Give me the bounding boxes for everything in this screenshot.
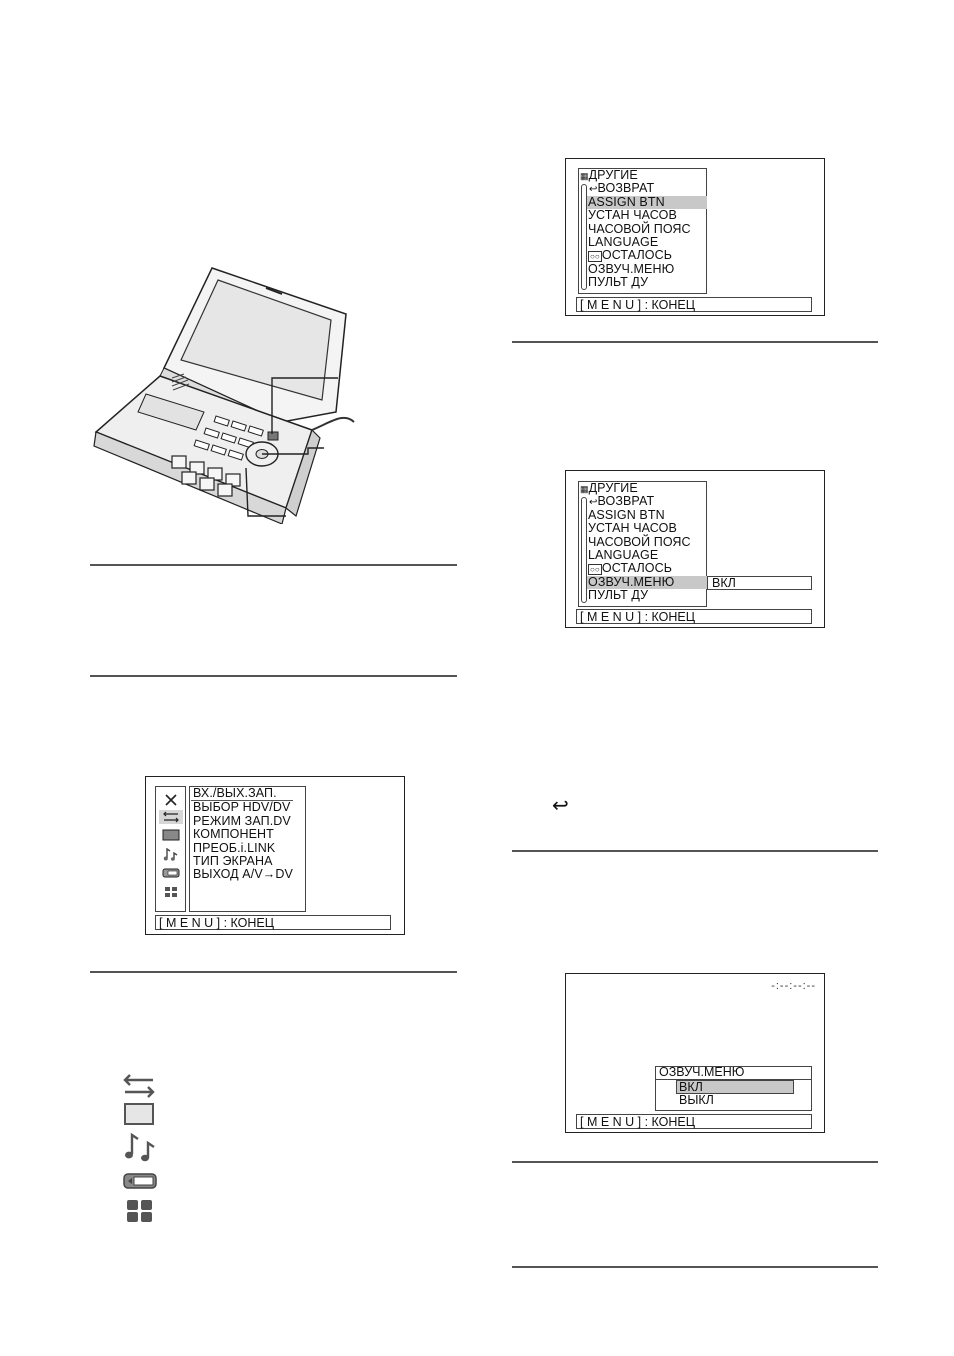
menu-item[interactable]: ↩ВОЗВРАТ: [589, 494, 655, 509]
menu-screen-io: [145, 776, 405, 935]
menu-item[interactable]: ТИП ЭКРАНА: [193, 853, 273, 868]
section-divider: [90, 564, 457, 566]
section-divider: [512, 1266, 878, 1268]
device-illustration: [86, 262, 366, 524]
transfer-arrows-icon: [120, 1074, 158, 1098]
menu-footer: [ M E N U ] : КОНЕЦ: [155, 915, 391, 930]
menu-item[interactable]: ВЫБОР HDV/DV: [193, 800, 291, 815]
menu-item[interactable]: LANGUAGE: [588, 547, 659, 562]
transfer-arrows-icon[interactable]: [159, 810, 183, 824]
menu-list: [579, 482, 707, 603]
menu-footer: [ M E N U ] : КОНЕЦ: [576, 297, 812, 312]
menu-item[interactable]: ASSIGN BTN: [588, 507, 665, 522]
menu-item[interactable]: ПУЛЬТ ДУ: [588, 588, 649, 603]
menu-title: ▦ДРУГИЕ: [580, 481, 638, 495]
return-icon: ↩: [589, 184, 598, 196]
tape-remaining-icon: ○○: [590, 565, 600, 575]
menu-screen-other-setting: [565, 470, 825, 628]
menu-item[interactable]: ○○ ОСТАЛОСЬ: [590, 561, 672, 576]
scissors-icon[interactable]: [159, 793, 183, 807]
menu-item[interactable]: ОЗВУЧ.МЕНЮ: [588, 261, 675, 276]
menu-item[interactable]: ЧАСОВОЙ ПОЯС: [588, 534, 691, 549]
menu-item[interactable]: ПРЕОБ.i.LINK: [193, 840, 276, 855]
menu-footer: [ M E N U ] : КОНЕЦ: [576, 1114, 812, 1129]
menu-item[interactable]: ○○ ОСТАЛОСЬ: [590, 248, 672, 263]
menu-item[interactable]: ВЫХОД A/V→DV: [193, 867, 293, 882]
section-divider: [512, 850, 878, 852]
menu-list: [191, 787, 293, 882]
menu-item[interactable]: ПУЛЬТ ДУ: [588, 275, 649, 290]
section-divider: [512, 341, 878, 343]
menu-item[interactable]: УСТАН ЧАСОВ: [588, 208, 677, 223]
menu-item[interactable]: УСТАН ЧАСОВ: [588, 521, 677, 536]
menu-item[interactable]: LANGUAGE: [588, 234, 659, 249]
grid-icon[interactable]: [159, 885, 183, 899]
setting-value[interactable]: ВКЛ: [707, 576, 812, 590]
menu-screen-other: [565, 158, 825, 316]
return-icon: ↩: [552, 795, 569, 817]
menu-title: ▦ДРУГИЕ: [580, 168, 638, 182]
grid-icon: ▦: [580, 171, 589, 181]
menu-icon-column: [155, 786, 186, 912]
music-notes-icon: [122, 1132, 158, 1162]
tape-icon: [122, 1170, 158, 1192]
menu-footer: [ M E N U ] : КОНЕЦ: [576, 609, 812, 624]
grid-icon: ▦: [580, 484, 589, 494]
tape-icon[interactable]: [159, 866, 183, 880]
menu-title: ВХ./ВЫХ.ЗАП.: [191, 787, 293, 801]
return-icon: ↩: [589, 497, 598, 509]
submenu-title: ОЗВУЧ.МЕНЮ: [659, 1065, 745, 1079]
section-divider: [90, 675, 457, 677]
option-off[interactable]: ВЫКЛ: [679, 1093, 714, 1107]
menu-item-selected[interactable]: ОЗВУЧ.МЕНЮ: [587, 576, 707, 589]
timecode: -:--:--:--: [771, 980, 816, 992]
music-notes-icon[interactable]: [159, 847, 183, 861]
menu-item[interactable]: КОМПОНЕНТ: [193, 827, 274, 842]
menu-item-selected[interactable]: ASSIGN BTN: [587, 196, 707, 209]
section-divider: [512, 1161, 878, 1163]
menu-item[interactable]: РЕЖИМ ЗАП.DV: [193, 813, 291, 828]
menu-item[interactable]: ↩ВОЗВРАТ: [589, 181, 655, 196]
tape-remaining-icon: ○○: [590, 252, 600, 262]
screen-icon: [122, 1101, 156, 1127]
option-on[interactable]: ВКЛ: [676, 1080, 794, 1094]
section-divider: [90, 971, 457, 973]
grid-icon: [124, 1198, 156, 1224]
screen-icon[interactable]: [159, 828, 183, 842]
menu-item[interactable]: ЧАСОВОЙ ПОЯС: [588, 221, 691, 236]
menu-screen-voice-guide: [565, 973, 825, 1133]
menu-list: [579, 169, 707, 290]
